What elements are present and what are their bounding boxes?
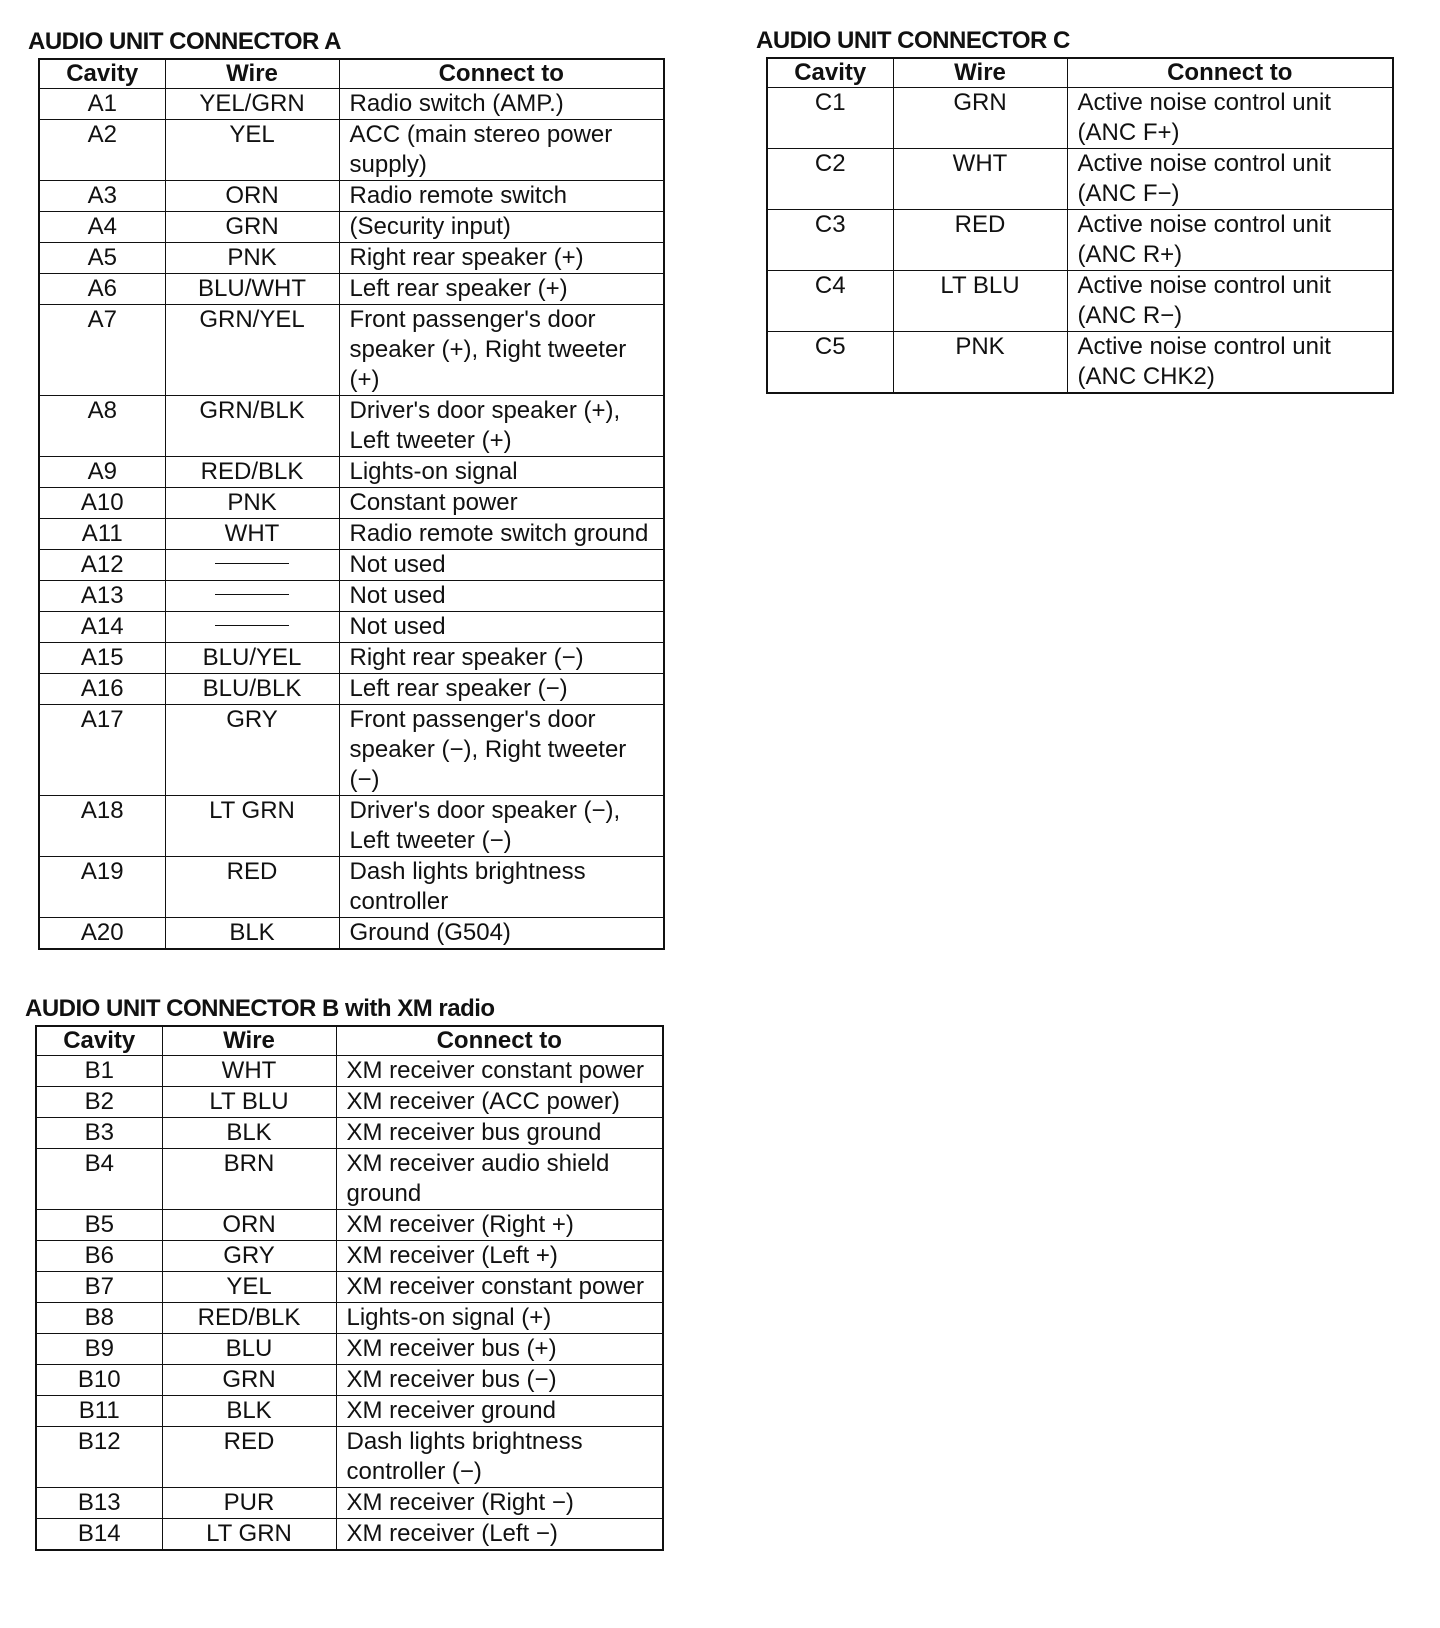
wire-cell: LT GRN [165,796,339,857]
connect-to-cell: XM receiver constant power [336,1056,663,1087]
connect-to-cell: XM receiver (Left +) [336,1241,663,1272]
wire-cell: PNK [165,488,339,519]
cavity-cell: C2 [767,149,893,210]
cavity-cell: A17 [39,705,165,796]
cavity-cell: B7 [36,1272,162,1303]
cavity-cell: B6 [36,1241,162,1272]
wire-cell: BLK [162,1118,336,1149]
cavity-cell: B3 [36,1118,162,1149]
table-row [39,212,664,243]
table-row [39,643,664,674]
connect-to-cell: Driver's door speaker (−), Left tweeter (−) [339,796,664,857]
wire-cell: BRN [162,1149,336,1210]
wire-cell: GRN [165,212,339,243]
connect-to-cell: Radio remote switch [339,181,664,212]
cavity-cell: B2 [36,1087,162,1118]
connect-to-cell: Active noise control unit (ANC F−) [1067,149,1393,210]
connect-to-cell: XM receiver audio shield ground [336,1149,663,1210]
wire-cell: GRN/YEL [165,305,339,396]
cavity-cell: A2 [39,120,165,181]
connect-to-cell: Dash lights brightness controller (−) [336,1427,663,1488]
table-row [39,519,664,550]
connector-b-title: AUDIO UNIT CONNECTOR B with XM radio [25,995,495,1022]
table-row [39,457,664,488]
table-row [36,1056,663,1087]
cavity-cell: B12 [36,1427,162,1488]
wire-cell: BLU [162,1334,336,1365]
cavity-cell: B5 [36,1210,162,1241]
cavity-cell: A18 [39,796,165,857]
connect-to-cell: Front passenger's door speaker (+), Right tweeter (+) [339,305,664,396]
connector-c-title: AUDIO UNIT CONNECTOR C [756,27,1070,54]
wire-cell: ORN [162,1210,336,1241]
wire-header: Wire [893,58,1067,88]
cavity-cell: B10 [36,1365,162,1396]
wire-cell: GRN/BLK [165,396,339,457]
connect-to-cell: XM receiver constant power [336,1272,663,1303]
wire-cell: BLU/YEL [165,643,339,674]
connect-to-cell: Active noise control unit (ANC F+) [1067,88,1393,149]
connect-to-cell: Left rear speaker (−) [339,674,664,705]
table-row [39,796,664,857]
table-row [767,210,1393,271]
cavity-cell: B14 [36,1519,162,1551]
connect-to-cell: Radio remote switch ground [339,519,664,550]
cavity-header: Cavity [36,1026,162,1056]
table-row [39,612,664,643]
table-row [39,243,664,274]
wire-cell: RED [893,210,1067,271]
cavity-cell: B9 [36,1334,162,1365]
wire-cell [165,581,339,612]
wire-cell [165,550,339,581]
connector-a-title: AUDIO UNIT CONNECTOR A [28,28,341,55]
table-row [36,1149,663,1210]
wire-cell: WHT [165,519,339,550]
connect-to-cell: XM receiver (Left −) [336,1519,663,1551]
wire-cell: RED [162,1427,336,1488]
cavity-cell: A7 [39,305,165,396]
cavity-header: Cavity [767,58,893,88]
connector-a-body [39,89,664,950]
connect-to-cell: Not used [339,550,664,581]
table-row [767,88,1393,149]
wire-cell: YEL [165,120,339,181]
wire-cell: RED [165,857,339,918]
wire-cell: WHT [893,149,1067,210]
table-row [39,488,664,519]
connect-to-cell: Active noise control unit (ANC CHK2) [1067,332,1393,394]
cavity-cell: A14 [39,612,165,643]
wire-cell: RED/BLK [165,457,339,488]
no-wire-dash [215,594,289,595]
wire-cell: BLU/WHT [165,274,339,305]
table-row [39,396,664,457]
wire-cell: PNK [165,243,339,274]
cavity-header: Cavity [39,59,165,89]
connect-to-cell: XM receiver ground [336,1396,663,1427]
connect-to-cell: ACC (main stereo power supply) [339,120,664,181]
connect-to-cell: Lights-on signal (+) [336,1303,663,1334]
connect-to-cell: XM receiver (Right −) [336,1488,663,1519]
cavity-cell: B4 [36,1149,162,1210]
cavity-cell: B11 [36,1396,162,1427]
table-row [767,149,1393,210]
cavity-cell: A12 [39,550,165,581]
table-row [36,1210,663,1241]
cavity-cell: A6 [39,274,165,305]
table-row [39,674,664,705]
table-row [39,550,664,581]
cavity-cell: A8 [39,396,165,457]
table-row [36,1303,663,1334]
cavity-cell: A9 [39,457,165,488]
table-row [39,305,664,396]
cavity-cell: B1 [36,1056,162,1087]
connector-a-section [28,28,665,950]
connect-to-cell: Front passenger's door speaker (−), Right tweeter (−) [339,705,664,796]
connect-to-header: Connect to [339,59,664,89]
table-row [36,1241,663,1272]
table-row [36,1396,663,1427]
wire-cell: WHT [162,1056,336,1087]
connector-a-table [38,58,665,950]
wire-cell: GRY [162,1241,336,1272]
wire-cell: LT GRN [162,1519,336,1551]
table-row [36,1519,663,1551]
connect-to-cell: Active noise control unit (ANC R−) [1067,271,1393,332]
wire-cell: YEL [162,1272,336,1303]
cavity-cell: C3 [767,210,893,271]
connector-c-body [767,88,1393,394]
table-row [39,89,664,120]
wire-cell: BLU/BLK [165,674,339,705]
cavity-cell: A10 [39,488,165,519]
wire-cell: GRY [165,705,339,796]
table-row [39,120,664,181]
connect-to-header: Connect to [336,1026,663,1056]
table-row [39,857,664,918]
wire-header: Wire [162,1026,336,1056]
table-row [39,181,664,212]
connect-to-cell: XM receiver bus (+) [336,1334,663,1365]
no-wire-dash [215,563,289,564]
connector-a-header-row [39,59,664,89]
wire-cell: LT BLU [162,1087,336,1118]
cavity-cell: A16 [39,674,165,705]
table-row [39,918,664,950]
cavity-cell: C5 [767,332,893,394]
cavity-cell: C4 [767,271,893,332]
connect-to-cell: (Security input) [339,212,664,243]
connect-to-cell: XM receiver (Right +) [336,1210,663,1241]
connect-to-cell: Radio switch (AMP.) [339,89,664,120]
cavity-cell: B13 [36,1488,162,1519]
table-row [36,1087,663,1118]
wire-cell: LT BLU [893,271,1067,332]
connect-to-cell: Dash lights brightness controller [339,857,664,918]
table-row [36,1272,663,1303]
table-row [36,1334,663,1365]
wire-cell [165,612,339,643]
table-row [36,1118,663,1149]
cavity-cell: C1 [767,88,893,149]
wire-header: Wire [165,59,339,89]
connect-to-cell: Right rear speaker (+) [339,243,664,274]
no-wire-dash [215,625,289,626]
connector-c-table [766,57,1394,394]
table-row [767,332,1393,394]
connect-to-cell: XM receiver bus (−) [336,1365,663,1396]
connector-b-body [36,1056,663,1551]
wire-cell: GRN [893,88,1067,149]
cavity-cell: B8 [36,1303,162,1334]
table-row [36,1365,663,1396]
wire-cell: PUR [162,1488,336,1519]
wire-cell: YEL/GRN [165,89,339,120]
cavity-cell: A5 [39,243,165,274]
table-row [39,705,664,796]
connect-to-cell: Not used [339,612,664,643]
table-row [39,581,664,612]
table-row [767,271,1393,332]
connect-to-cell: Left rear speaker (+) [339,274,664,305]
wire-cell: GRN [162,1365,336,1396]
connect-to-cell: XM receiver (ACC power) [336,1087,663,1118]
wire-cell: BLK [162,1396,336,1427]
table-row [36,1427,663,1488]
wire-cell: ORN [165,181,339,212]
cavity-cell: A13 [39,581,165,612]
wire-cell: BLK [165,918,339,950]
connect-to-cell: Not used [339,581,664,612]
connect-to-cell: Driver's door speaker (+), Left tweeter (+) [339,396,664,457]
connector-c-header-row [767,58,1393,88]
connect-to-cell: Constant power [339,488,664,519]
wire-cell: RED/BLK [162,1303,336,1334]
cavity-cell: A3 [39,181,165,212]
connector-b-header-row [36,1026,663,1056]
connect-to-cell: Right rear speaker (−) [339,643,664,674]
table-row [36,1488,663,1519]
cavity-cell: A19 [39,857,165,918]
cavity-cell: A4 [39,212,165,243]
cavity-cell: A15 [39,643,165,674]
cavity-cell: A20 [39,918,165,950]
connect-to-cell: Lights-on signal [339,457,664,488]
connector-b-section [25,995,664,1551]
wire-cell: PNK [893,332,1067,394]
connect-to-cell: XM receiver bus ground [336,1118,663,1149]
table-row [39,274,664,305]
connect-to-header: Connect to [1067,58,1393,88]
cavity-cell: A1 [39,89,165,120]
connector-b-table [35,1025,664,1551]
connect-to-cell: Active noise control unit (ANC R+) [1067,210,1393,271]
connect-to-cell: Ground (G504) [339,918,664,950]
connector-c-section [756,27,1394,394]
cavity-cell: A11 [39,519,165,550]
